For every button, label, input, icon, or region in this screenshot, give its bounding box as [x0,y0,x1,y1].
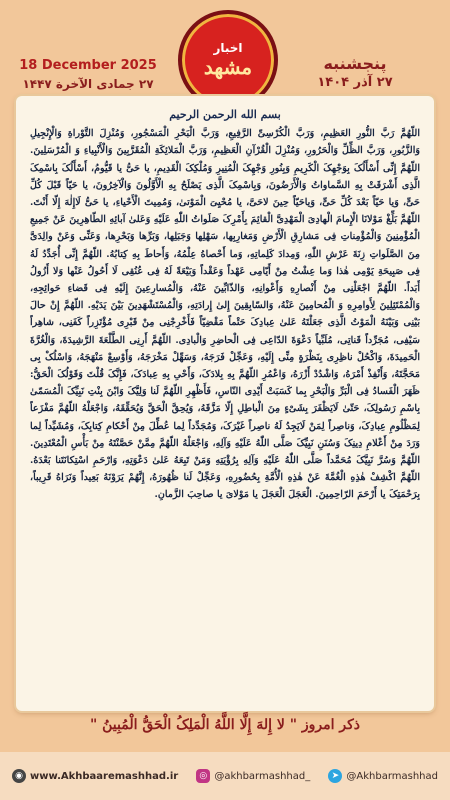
dua-paper [16,96,434,711]
persian-date: ۲۷ آذر ۱۴۰۴ [317,75,393,90]
instagram-handle: @akhbarmashhad_ [214,770,311,782]
dua-text: اللّهُمَّ رَبَّ النُّورِ العَظِیمِ، وَرَبَّ الْکُرْسِیِّ الرَّفِیعِ، وَرَبَّ الْبَحْرِ الْمَسْجُورِ، وَمُنْزِلَ التَّوْراةِ وَالْإِنْجِیلِ وَالزَّبُورِ، وَرَبَّ الظِّلِّ وَالْحَرُورِ، وَمُنْزِلَ الْقُرْآنِ الْعَظِیمِ، وَرَبَّ الْمَلائِکَةِ الْمُقَرَّبِینَ وَالْأَنْبِیاءِ وَ الْمُرْسَلِینَ. اللّهُمَّ إِنِّی أَسْأَلُکَ بِوَجْهِکَ الْکَرِیمِ وَبِنُورِ وَجْهِکَ الْمُنِیرِ وَمُلْکِکَ الْقَدِیمِ، یا حَیُّ یا قَیُّومُ، أَسْأَلُکَ بِاسْمِکَ الَّذِی أَشْرَقَتْ بِهِ السَّماواتُ وَالْأَرَضُونَ، وَبِاسْمِکَ الَّذِی یَصْلَحُ بِهِ الْأَوَّلُونَ وَالْآخِرُونَ، یا حَیّاً قَبْلَ کُلِّ حَیٍّ، وَیا حَیّاً بَعْدَ کُلِّ حَیٍّ، وَیاحَیّاً حِینَ لاحَیَّ، یا مُحْیِیَ الْمَوْتیٰ، وَمُمِیتَ الْأَحْیاءِ، یا حَیُّ لَاإِلٰهَ إِلّا أَنْتَ. اللّهُمَّ بَلِّغْ مَوْلانَا الْإِمامَ الْهادِیَ الْمَهْدِیَّ الْقائِمَ بِأَمْرِکَ صَلَواتُ اللّٰهِ عَلَیْهِ وَعَلیٰ آبائِهِ الطّاهِرِینَ عَنْ جَمِیعِ الْمُؤْمِنِینَ وَالْمُؤْمِناتِ فِی مَشارِقِ الْأَرْضِ وَمَغارِبِها، سَهْلِها وَجَبَلِها، وَبَرِّها وَبَحْرِها، وَعَنِّی وَعَنْ والِدَیَّ مِنَ الصَّلَواتِ زِنَةَ عَرْشِ اللّٰهِ، وَمِدادَ کَلِماتِهِ، وَما أَحْصاهُ عِلْمُهُ، وَأَحاطَ بِهِ کِتابُهُ. اللّهُمَّ إِنِّی أُجَدِّدُ لَهُ فِی صَبِیحَةِ یَوْمِی هٰذا وَما عِشْتُ مِنْ أَیّامِی عَهْداً وَعَقْداً وَبَیْعَةً لَهُ فِی عُنُقِی لَا أَحُولُ عَنْها وَلا أَزُولُ أَبَداً. اللّهُمَّ اجْعَلْنِی مِنْ أَنْصارِهِ وَأَعْوانِهِ، وَالذّابِّینَ عَنْهُ، وَالْمُسارِعِینَ إِلَیْهِ فِی قَضاءِ حَوائِجِهِ، وَالْمُمْتَثِلِینَ لِأَوامِرِهِ وَ الْمُحامِینَ عَنْهُ، وَالسّابِقِینَ إِلیٰ إِرادَتِهِ، وَالْمُسْتَشْهَدِینَ بَیْنَ یَدَیْهِ. اللّهُمَّ إِنْ حالَ بَیْنِی وَبَیْنَهُ الْمَوْتُ الَّذِی جَعَلْتَهُ عَلیٰ عِبادِکَ حَتْماً مَقْضِیّاً فَأَخْرِجْنِی مِنْ قَبْرِی مُؤْتَزِراً کَفَنِی، شاهِراً سَیْفِی، مُجَرِّداً قَناتِی، مُلَبِّیاً دَعْوَةَ الدّاعِی فِی الْحاضِرِ وَالْبادِی. اللّهُمَّ أَرِنِی الطَّلْعَةَ الرَّشِیدَةَ، وَالْغُرَّةَ الْحَمِیدَةَ، وَاکْحُلْ ناظِرِی بِنَظْرَةٍ مِنِّی إِلَیْهِ، وَعَجِّلْ فَرَجَهُ، وَسَهِّلْ مَخْرَجَهُ، وَأَوْسِعْ مَنْهَجَهُ، وَاسْلُکْ بِی مَحَجَّتَهُ، وَأَنْفِذْ أَمْرَهُ، وَاشْدُدْ أَزْرَهُ، وَاعْمُرِ اللّهُمَّ بِهِ بِلادَکَ، وَأَحْیِ بِهِ عِبادَکَ، فَإِنَّکَ قُلْتَ وَقَوْلُکَ الْحَقُّ: ظَهَرَ الْفَسادُ فِی الْبَرِّ وَالْبَحْرِ بِما کَسَبَتْ أَیْدِی النّاسِ، فَأَظْهِرِ اللّهُمَّ لَنا وَلِیَّکَ وَابْنَ بِنْتِ نَبِیِّکَ الْمُسَمّیٰ بِاسْمِ رَسُولِکَ، حَتّیٰ لَایَظْفَرَ بِشَیْءٍ مِنَ الْباطِلِ إِلّا مَزَّقَهُ، وَیُحِقَّ الْحَقَّ وَیُحَقِّقَهُ، وَاجْعَلْهُ اللّهُمَّ مَفْزَعاً لِمَظْلُومِ عِبادِکَ، وَناصِراً لِمَنْ لَایَجِدُ لَهُ ناصِراً غَیْرَکَ، وَمُجَدِّداً لِما عُطِّلَ مِنْ أَحْکامِ کِتابِکَ، وَمُشَیِّداً لِما وَرَدَ مِنْ أَعْلامِ دِینِکَ وَسُنَنِ نَبِیِّکَ صَلَّی اللّٰهُ عَلَیْهِ وَآلِهِ، وَاجْعَلْهُ اللّهُمَّ مِمَّنْ حَصَّنْتَهُ مِنْ بَأْسِ الْمُعْتَدِینَ. اللّهُمَّ وَسُرَّ نَبِیَّکَ مُحَمَّداً صَلَّی اللّٰهُ عَلَیْهِ وَآلِهِ بِرُؤْیَتِهِ وَمَنْ تَبِعَهُ عَلیٰ دَعْوَتِهِ، وَارْحَمِ اسْتِکانَتَنا بَعْدَهُ. اللّهُمَّ اکْشِفْ هٰذِهِ الْغُمَّةَ عَنْ هٰذِهِ الْأُمَّةِ بِحُضُورِهِ، وَعَجِّلْ لَنا ظُهُورَهُ، إِنَّهُمْ یَرَوْنَهُ بَعِیداً وَنَرَاهُ قَرِیباً، بِرَحْمَتِکَ یا أَرْحَمَ الرّاحِمِینَ. الْعَجَلَ الْعَجَلَ یا مَوْلایَ یا صاحِبَ الزَّمانِ. [30,128,420,501]
dua-content [30,106,420,701]
weekday-block [280,54,430,90]
logo-top-text: اخبار [213,41,243,55]
telegram-icon: ➤ [328,769,342,783]
zekr-text: " لا إِلهَ إِلَّا اللَّهُ الْمَلِکُ الْحَقُّ الْمُبِینُ " [89,717,298,733]
gregorian-date: 18 December 2025 [19,58,157,73]
website-text: www.Akhbaaremashhad.ir [30,770,179,782]
date-block [18,58,158,91]
logo [178,10,278,110]
telegram-handle: @Akhbarmashhad [346,770,438,782]
telegram-link[interactable] [328,769,438,783]
header [0,0,450,110]
globe-icon: ◉ [12,769,26,783]
daily-zekr [40,717,410,733]
instagram-icon: ◎ [196,769,210,783]
logo-main-text: مشهد [203,55,253,79]
zekr-label: ذکر امروز [301,717,361,733]
website-link[interactable] [12,769,178,783]
weekday: پنجشنبه [323,54,387,73]
footer [0,752,450,800]
instagram-link[interactable] [196,769,310,783]
basmala: بسم الله الرحمن الرحیم [169,108,281,121]
hijri-date: ۲۷ جمادی الآخرة ۱۴۴۷ [22,77,154,91]
